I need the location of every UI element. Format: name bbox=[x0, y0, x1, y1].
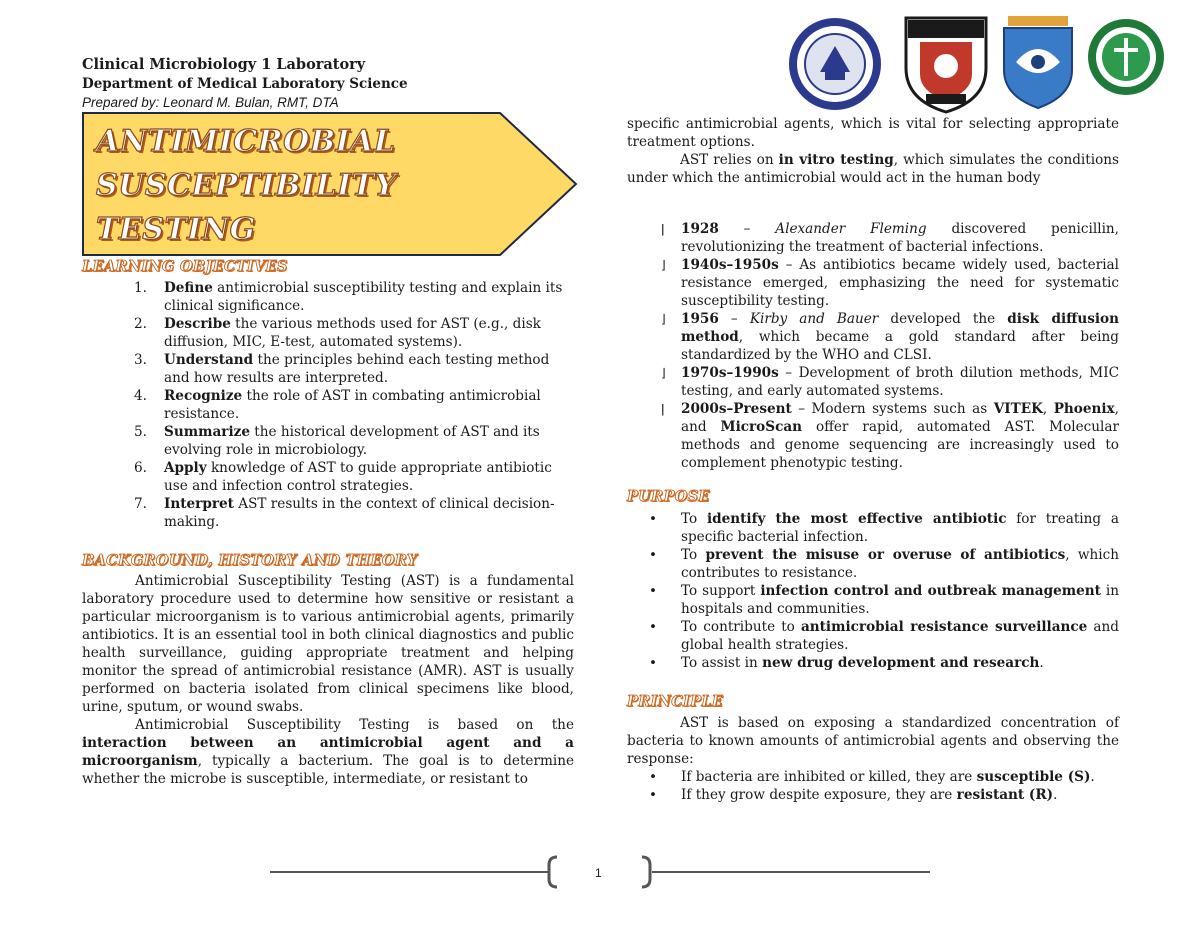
objective-verb: Understand bbox=[164, 352, 254, 368]
objective-item bbox=[82, 351, 574, 387]
bullet-icon: • bbox=[649, 769, 658, 785]
objective-text: antimicrobial susceptibility testing and explain its clinical significance. bbox=[164, 280, 563, 314]
principle-paragraph: AST is based on exposing a standardized concentration of bacteria to known amounts of antimicrobial agents and observing the response: bbox=[627, 715, 1119, 767]
purpose-item: • To contribute to antimicrobial resistance surveillance and global health strategies. bbox=[649, 619, 1119, 653]
timeline-marker-icon: ǀ bbox=[661, 402, 665, 416]
college-shield-logo bbox=[900, 14, 992, 118]
objective-verb: Define bbox=[164, 280, 213, 296]
objective-text: the principles behind each testing method and how results are interpreted. bbox=[164, 352, 550, 386]
background-text bbox=[82, 572, 574, 788]
timeline-marker-icon: ⌋ bbox=[661, 258, 666, 272]
objective-verb: Summarize bbox=[164, 424, 250, 440]
title-line: ANTIMICROBIAL bbox=[96, 124, 396, 159]
learning-objectives-list bbox=[82, 279, 574, 531]
footer-rule-left bbox=[270, 871, 548, 873]
objective-item bbox=[82, 387, 574, 423]
bullet-icon: • bbox=[649, 787, 658, 803]
bullet-icon: • bbox=[649, 655, 658, 671]
saint-marys-university-seal bbox=[780, 14, 890, 118]
bullet-icon: • bbox=[649, 511, 658, 527]
purpose-item: • To support infection control and outbreak management in hospitals and communities. bbox=[649, 583, 1119, 617]
footer-rule-right bbox=[652, 871, 930, 873]
bullet-icon: • bbox=[649, 619, 658, 635]
objective-number: 4. bbox=[134, 388, 147, 404]
objective-text: the role of AST in combating antimicrobial resistance. bbox=[164, 388, 541, 422]
objective-number: 2. bbox=[134, 316, 147, 332]
objective-verb: Apply bbox=[164, 460, 207, 476]
footer-bracket-left bbox=[545, 855, 559, 889]
objective-verb: Recognize bbox=[164, 388, 243, 404]
objective-verb: Describe bbox=[164, 316, 231, 332]
medical-technology-society-seal bbox=[1086, 14, 1166, 104]
objective-number: 1. bbox=[134, 280, 147, 296]
timeline-marker-icon: ǀ bbox=[661, 222, 665, 236]
history-timeline bbox=[627, 220, 1119, 472]
bullet-icon: • bbox=[649, 583, 658, 599]
page-number: 1 bbox=[595, 866, 602, 880]
objective-item bbox=[82, 459, 574, 495]
objective-text: AST results in the context of clinical decision-making. bbox=[164, 496, 555, 530]
background-paragraph: specific antimicrobial agents, which is vital for selecting appropriate treatment options. bbox=[627, 116, 1119, 150]
course-title: Clinical Microbiology 1 Laboratory bbox=[82, 56, 366, 73]
department-crest-logo bbox=[1000, 14, 1076, 114]
purpose-item: • To identify the most effective antibiotic for treating a specific bacterial infection. bbox=[649, 511, 1119, 545]
title-line: SUSCEPTIBILITY bbox=[96, 168, 397, 203]
timeline-item: ⌋ 1956 – Kirby and Bauer developed the disk diffusion method, which became a gold standard after being standardized by the WHO and CLSI. bbox=[661, 311, 1119, 363]
purpose-list bbox=[627, 510, 1119, 672]
purpose-item: • To prevent the misuse or overuse of antibiotics, which contributes to resistance. bbox=[649, 547, 1119, 581]
prepared-by: Prepared by: Leonard M. Bulan, RMT, DTA bbox=[82, 95, 339, 110]
objective-text: the various methods used for AST (e.g., disk diffusion, MIC, E-test, automated systems). bbox=[164, 316, 541, 350]
objective-number: 7. bbox=[134, 496, 147, 512]
objective-number: 3. bbox=[134, 352, 147, 368]
objective-text: the historical development of AST and its evolving role in microbiology. bbox=[164, 424, 540, 458]
bullet-icon: • bbox=[649, 547, 658, 563]
timeline-item: ǀ 2000s–Present – Modern systems such as VITEK, Phoenix, and MicroScan offer rapid, automated AST. Molecular methods and genome sequencing are increasingly used to complement phenotypic testing. bbox=[661, 401, 1119, 471]
objective-text: knowledge of AST to guide appropriate antibiotic use and infection control strategies. bbox=[164, 460, 552, 494]
background-heading: BACKGROUND, HISTORY AND THEORY bbox=[82, 552, 418, 569]
principle-heading: PRINCIPLE bbox=[627, 693, 724, 710]
objective-item bbox=[82, 495, 574, 531]
timeline-marker-icon: ⌋ bbox=[661, 366, 666, 380]
objective-number: 5. bbox=[134, 424, 147, 440]
background-paragraph: Antimicrobial Susceptibility Testing is based on the interaction between an antimicrobial agent and a microorganism, typically a bacterium. The goal is to determine whether the microbe is susceptible, intermediate, or resistant to bbox=[82, 717, 574, 787]
purpose-heading: PURPOSE bbox=[627, 488, 710, 505]
timeline-marker-icon: ⌋ bbox=[661, 312, 666, 326]
footer-bracket-right bbox=[640, 855, 654, 889]
objective-item bbox=[82, 279, 574, 315]
learning-objectives-heading: LEARNING OBJECTIVES bbox=[82, 258, 288, 275]
principle-item: • If they grow despite exposure, they are resistant (R). bbox=[649, 787, 1058, 803]
background-paragraph: AST relies on in vitro testing, which simulates the conditions under which the antimicrobial would act in the human body bbox=[627, 152, 1120, 186]
objective-verb: Interpret bbox=[164, 496, 234, 512]
timeline-item: ǀ 1928 – Alexander Fleming discovered penicillin, revolutionizing the treatment of bacterial infections. bbox=[661, 221, 1119, 255]
timeline-item: ⌋ 1940s–1950s – As antibiotics became widely used, bacterial resistance emerged, emphasizing the need for systematic susceptibility testing. bbox=[661, 257, 1119, 309]
objective-item bbox=[82, 315, 574, 351]
principle-item: • If bacteria are inhibited or killed, they are susceptible (S). bbox=[649, 769, 1095, 785]
objective-item bbox=[82, 423, 574, 459]
purpose-item: • To assist in new drug development and research. bbox=[649, 655, 1044, 671]
background-continued bbox=[627, 115, 1119, 187]
principle-text bbox=[627, 714, 1119, 804]
background-paragraph: Antimicrobial Susceptibility Testing (AST) is a fundamental laboratory procedure used to determine how sensitive or resistant a particular microorganism is to various antimicrobial agents, primarily antibiotics. It is an essential tool in both clinical diagnostics and public health surveillance, guiding appropriate treatment and helping monitor the spread of antimicrobial resistance (AMR). AST is usually performed on bacteria isolated from clinical specimens like blood, urine, sputum, or wound swabs. bbox=[82, 573, 574, 715]
document-title bbox=[96, 120, 396, 252]
timeline-item: ⌋ 1970s–1990s – Development of broth dilution methods, MIC testing, and early automated systems. bbox=[661, 365, 1119, 399]
objective-number: 6. bbox=[134, 460, 147, 476]
title-line: TESTING bbox=[96, 212, 256, 247]
department-name: Department of Medical Laboratory Science bbox=[82, 76, 408, 92]
